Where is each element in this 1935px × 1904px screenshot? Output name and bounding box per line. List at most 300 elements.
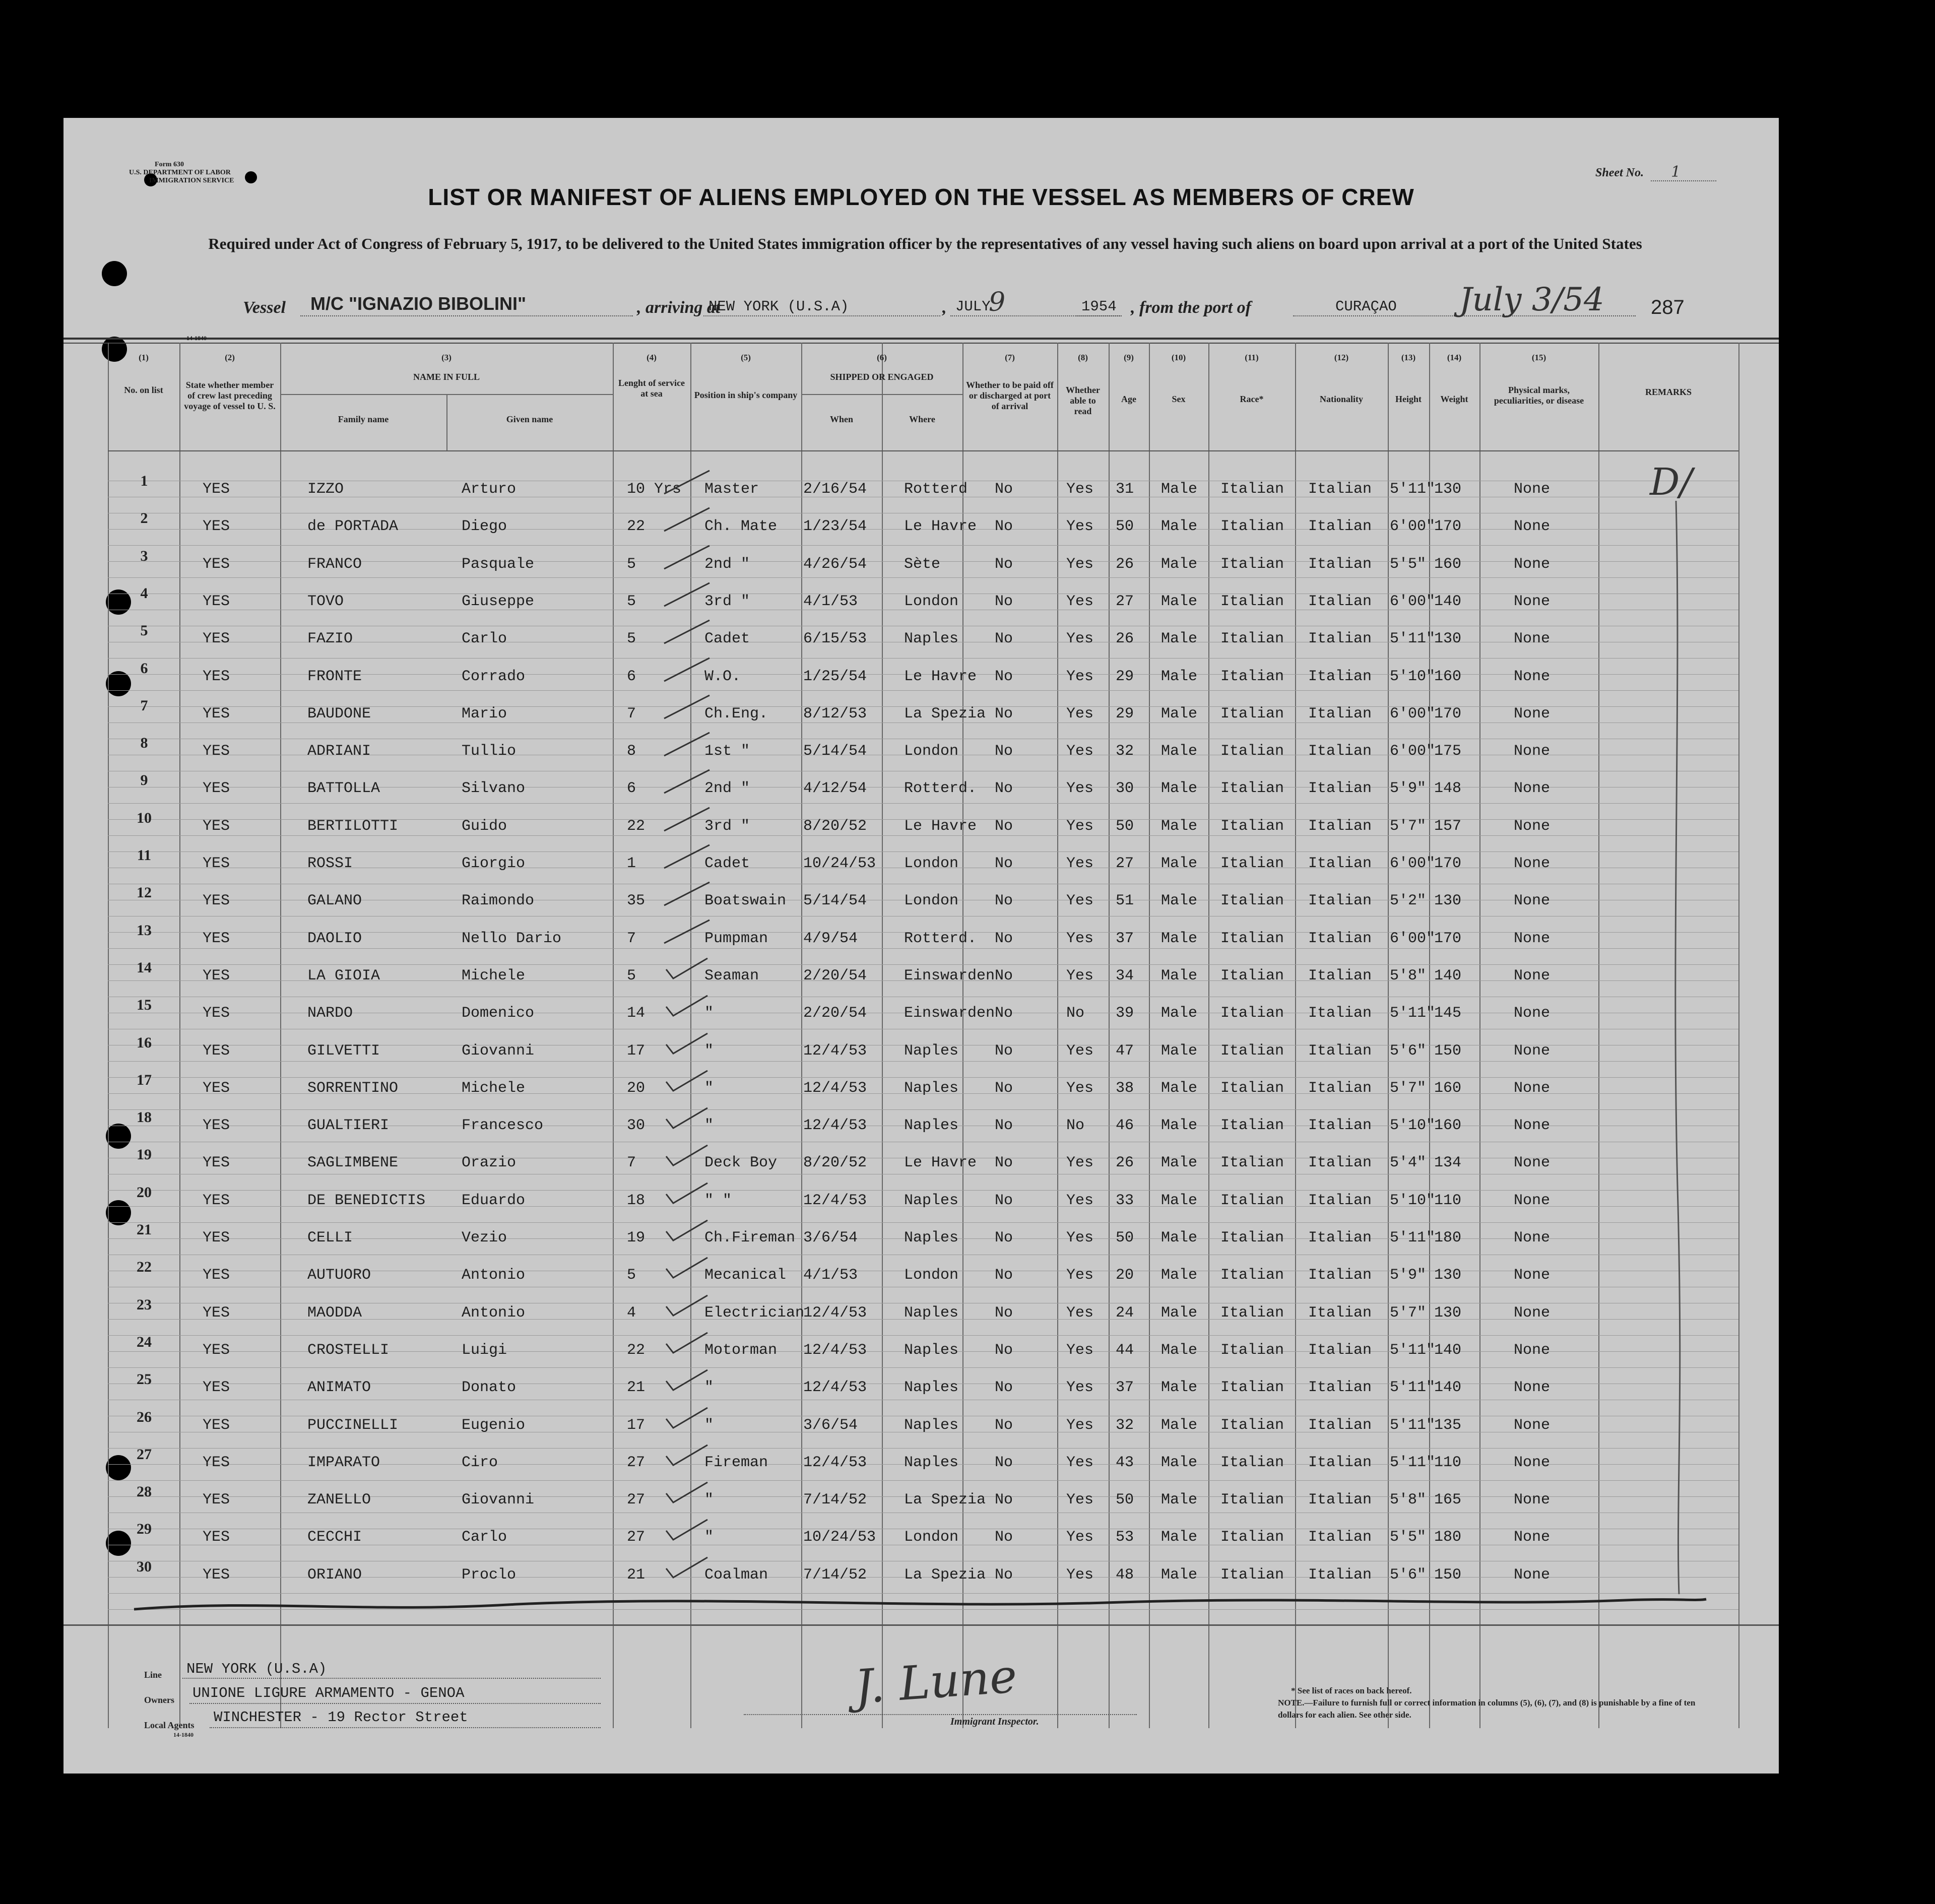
cell-given: Raimondo xyxy=(462,892,535,910)
cell-sex: Male xyxy=(1161,930,1198,947)
cell-age: 26 xyxy=(1116,630,1134,648)
cell-sex: Male xyxy=(1161,1566,1198,1584)
cell-weight: 140 xyxy=(1434,967,1462,984)
column-header: REMARKS xyxy=(1645,387,1692,397)
cell-where: Naples xyxy=(904,1454,959,1471)
cell-nat: Italian xyxy=(1308,1379,1372,1397)
cell-age: 29 xyxy=(1116,705,1134,723)
cell-position: Ch.Eng. xyxy=(704,705,768,723)
column-divider xyxy=(1479,343,1480,1728)
column-divider xyxy=(1208,343,1209,1728)
cell-paid: No xyxy=(995,1454,1013,1471)
cell-weight: 110 xyxy=(1434,1454,1462,1471)
cell-given: Vezio xyxy=(462,1229,507,1246)
cell-given: Giovanni xyxy=(462,1042,535,1060)
cell-nat: Italian xyxy=(1308,1154,1372,1172)
cell-age: 24 xyxy=(1116,1304,1134,1322)
row-number: 22 xyxy=(137,1259,152,1276)
check-mark-icon xyxy=(661,1067,717,1097)
cell-when: 2/20/54 xyxy=(803,1005,867,1022)
column-number: (15) xyxy=(1531,353,1546,362)
cell-race: Italian xyxy=(1220,1341,1284,1359)
manifest-sheet: Form 630 U.S. DEPARTMENT OF LABOR IMMIGRATION SERVICE Sheet No. 1 LIST OR MANIFEST OF ALIENS EMPLOYED ON THE VESSEL AS MEMBERS OF CREW Required under Act of Congress of February 5, 1917, to be delivered to the United States immigration officer by the representatives of any vessel having such aliens on board upon arrival at a port of the United States Vessel M/C "IGNAZIO BIBOLINI" , arriving at NEW YORK (U.S.A) , JULY 9 1954 , from the port of CURAÇAO July 3/54 287 14-1840 (1) No. on list (2) State whether member of crew last preceding voyage of vessel to U. S. (3) NAME IN FULL (4) Lenght of service at sea (5) Position in ship's company (6) SHIPPED OR ENGAGED (7) Whether to be paid off or discharged at port of arrival (8) Whether able to read (9) Age (10) Sex (11) Race* (12) Nationality (13) Height (14) Weight (15) Physical marks, peculiarities, or disease REMARKS Family name Given name When Where 1 YES IZZO Arturo 10 Yrs Master 2/16/54 Rotterd No Yes 31 Male Italian Italian 5'11" 130 None 2 YES de PORTADA Diego 22 Ch. Mate 1/23/54 Le Havre No Yes 50 Male Italian Italian 6'00" 170 None 3 YES FRANCO Pasquale 5 2nd " 4/26/54 Sète No Yes 26 Male Italian Italian 5'5" 160 None 4 YES TOVO Giuseppe 5 3rd " 4/1/53 London No Yes 27 Male Italian Italian 6'00" 140 None 5 YES FAZIO Carlo 5 Cadet 6/15/53 Naples No Yes 26 Male Italian Italian 5'11" 130 None 6 YES FRONTE Corrado 6 W.O. 1/25/54 Le Havre No Yes 29 Male Italian Italian 5'10" 160 None 7 YES BAUDONE Mario 7 Ch.Eng. 8/12/53 La Spezia No Yes 29 Male Italian Italian 6'00" 170 None 8 YES ADRIANI Tullio 8 1st " 5/14/54 London No Yes 32 Male Italian Italian 6'00" 175 None 9 YES BATTOLLA Silvano 6 2nd " 4/12/54 Rotterd. No Yes 30 Male Italian Italian 5'9" 148 None 10 YES BERTILOTTI Guido 22 3rd " 8/20/52 Le Havre No Yes 50 Male Italian Italian 5'7" 157 None 11 YES ROSSI Giorgio 1 Cadet 10/24/53 London No Yes 27 Male Italian Italian 6'00" 170 None 12 YES GALANO Raimondo 35 Boatswain 5/14/54 London No Yes 51 Male Italian Italian 5'2" 130 None 13 YES DAOLIO Nello Dario 7 Pumpman 4/9/54 Rotterd. No Yes 37 Male Italian Italian 6'00" 170 None 14 YES LA GIOIA Michele 5 Seaman 2/20/54 Einswarden No Yes 34 Male Italian Italian 5'8" 140 None 15 YES NARDO Domenico 14 " 2/20/54 Einswarden No No 39 Male Italian Italian 5'11" 145 None 16 YES GILVETTI Giovanni 17 " 12/4/53 Naples No Yes 47 Male Italian Italian 5'6" 150 None 17 YES SORRENTINO Michele 20 " 12/4/53 Naples No Yes 38 Male Italian Italian 5'7" 160 None 18 YES GUALTIERI Francesco 30 " 12/4/53 Naples No No 46 Male Italian Italian 5'10" 160 None 19 YES SAGLIMBENE Orazio 7 Deck Boy 8/20/52 Le Havre No Yes 26 Male Italian Italian 5'4" 134 None 20 YES DE BENEDICTIS Eduardo 18 " " 12/4/53 Naples No Yes 33 Male Italian Italian 5'10" 110 None 21 YES CELLI Vezio 19 Ch.Fireman 3/6/54 Naples No Yes 50 Male Italian Italian 5'11" 180 None 22 YES AUTUORO Antonio 5 Mecanical 4/1/53 London No Yes 20 Male Italian Italian 5'9" 130 None 23 YES MAODDA Antonio 4 Electrician 12/4/53 Naples No Yes 24 Male Italian Italian 5'7" 130 None 24 YES CROSTELLI Luigi 22 Motorman 12/4/53 Naples No Yes 44 Male Italian Italian 5'11" 140 None 25 YES ANIMATO Donato 21 " 12/4/53 Naples No Yes 37 Male Italian Italian 5'11" 140 None 26 YES PUCCINELLI Eugenio 17 " 3/6/54 Naples No Yes 32 Male Italian Italian 5'11" 135 None 27 YES IMPARATO Ciro 27 Fireman 12/4/53 Naples No Yes 43 Male Italian Italian 5'11" 110 None 28 YES ZANELLO Giovanni 27 " 7/14/52 La Spezia No Yes 50 Male Italian Italian 5'8" 165 None 29 YES CECCHI Carlo 27 " 10/24/53 London No Yes 53 Male Italian Italian 5'5" 180 None 30 YES ORIANO Proclo 21 Coalman 7/14/52 La Spezia No Yes 48 Male Italian Italian 5'6" 150 None D/ Line NEW YORK (U.S.A) Owners UNIONE LIGURE ARMAMENTO - GENOA Local Agents WINCHESTER - 19 Rector Street 14-1840 J. Lune Immigrant Inspector. * See list of races on back hereof. NOTE.—Failure to furnish full or correct information in columns (5), (6), (7), and (8) is punishable by a fine of ten dollars for each alien. See other side. xyxy=(63,118,1779,1774)
cell-paid: No xyxy=(995,1304,1013,1322)
cell-height: 5'7" xyxy=(1390,1079,1427,1097)
cell-race: Italian xyxy=(1220,705,1284,723)
cell-nat: Italian xyxy=(1308,892,1372,910)
cell-where: Naples xyxy=(904,1304,959,1322)
cell-paid: No xyxy=(995,481,1013,498)
cell-height: 5'9" xyxy=(1390,780,1427,798)
cell-height: 5'9" xyxy=(1390,1267,1427,1284)
row-number: 29 xyxy=(137,1521,152,1538)
cell-family: ROSSI xyxy=(307,855,353,872)
cell-sex: Male xyxy=(1161,892,1198,910)
cell-marks: None xyxy=(1514,518,1551,536)
cell-age: 39 xyxy=(1116,1005,1134,1022)
cell-family: ANIMATO xyxy=(307,1379,371,1397)
subcolumn-header: Family name xyxy=(338,414,389,424)
cell-family: FRANCO xyxy=(307,555,362,573)
row-number: 26 xyxy=(137,1408,152,1425)
cell-age: 30 xyxy=(1116,780,1134,798)
sheet-number-line xyxy=(1651,180,1716,181)
cell-service: 5 xyxy=(627,593,636,610)
cell-where: Rotterd xyxy=(904,481,968,498)
cell-height: 5'10" xyxy=(1390,1192,1436,1209)
check-mark-icon xyxy=(661,655,717,685)
cell-weight: 157 xyxy=(1434,817,1462,835)
ruled-line xyxy=(108,835,1738,836)
cell-race: Italian xyxy=(1220,1079,1284,1097)
column-header: Nationality xyxy=(1319,394,1363,404)
cell-read: Yes xyxy=(1066,1154,1094,1172)
cell-when: 1/23/54 xyxy=(803,518,867,536)
cell-family: DE BENEDICTIS xyxy=(307,1192,426,1209)
check-mark-icon xyxy=(661,730,717,760)
cell-service: 22 xyxy=(627,817,646,835)
cell-family: NARDO xyxy=(307,1005,353,1022)
cell-given: Proclo xyxy=(462,1566,517,1584)
check-mark-icon xyxy=(661,1329,717,1359)
cell-family: ZANELLO xyxy=(307,1491,371,1509)
row-number: 23 xyxy=(137,1296,152,1313)
cell-nat: Italian xyxy=(1308,1529,1372,1546)
cell-paid: No xyxy=(995,1491,1013,1509)
cell-when: 10/24/53 xyxy=(803,1529,876,1546)
cell-family: IMPARATO xyxy=(307,1454,380,1471)
cell-family: FAZIO xyxy=(307,630,353,648)
page-subtitle: Required under Act of Congress of February 5, 1917, to be delivered to the United States immigration officer by the representatives of any vessel having such aliens on board upon arrival at a port of the United States xyxy=(208,235,1642,252)
cell-prev: YES xyxy=(203,1154,230,1172)
footer-rule xyxy=(63,1624,1779,1626)
cell-race: Italian xyxy=(1220,668,1284,685)
cell-paid: No xyxy=(995,1379,1013,1397)
check-mark-icon xyxy=(661,954,717,984)
cell-where: Le Havre xyxy=(904,518,977,536)
cell-race: Italian xyxy=(1220,1267,1284,1284)
cell-paid: No xyxy=(995,630,1013,648)
check-mark-icon xyxy=(661,767,717,797)
cell-race: Italian xyxy=(1220,1192,1284,1209)
cell-race: Italian xyxy=(1220,1416,1284,1434)
column-number: (11) xyxy=(1245,353,1259,362)
cell-paid: No xyxy=(995,593,1013,610)
cell-when: 8/20/52 xyxy=(803,1154,867,1172)
cell-weight: 180 xyxy=(1434,1229,1462,1246)
cell-where: Naples xyxy=(904,1079,959,1097)
cell-marks: None xyxy=(1514,1416,1551,1434)
cell-nat: Italian xyxy=(1308,1491,1372,1509)
inspector-signature: J. Lune xyxy=(853,1649,1019,1715)
cell-paid: No xyxy=(995,705,1013,723)
cell-prev: YES xyxy=(203,593,230,610)
cell-position: Pumpman xyxy=(704,930,768,947)
year-line xyxy=(1076,315,1122,316)
column-number: (3) xyxy=(441,353,452,362)
cell-age: 32 xyxy=(1116,743,1134,760)
cell-service: 1 xyxy=(627,855,636,872)
column-number: (13) xyxy=(1401,353,1416,362)
cell-nat: Italian xyxy=(1308,780,1372,798)
column-number: (4) xyxy=(647,353,657,362)
cell-marks: None xyxy=(1514,481,1551,498)
cell-paid: No xyxy=(995,1042,1013,1060)
row-number: 8 xyxy=(140,735,148,752)
cell-paid: No xyxy=(995,1341,1013,1359)
row-number: 16 xyxy=(137,1034,152,1051)
cell-read: Yes xyxy=(1066,1042,1094,1060)
cell-given: Carlo xyxy=(462,1529,507,1546)
cell-paid: No xyxy=(995,855,1013,872)
cell-where: Naples xyxy=(904,1042,959,1060)
cell-sex: Male xyxy=(1161,1229,1198,1246)
cell-position: " xyxy=(704,1042,714,1060)
cell-weight: 160 xyxy=(1434,1079,1462,1097)
cell-height: 5'5" xyxy=(1390,555,1427,573)
column-number: (7) xyxy=(1005,353,1015,362)
cell-service: 20 xyxy=(627,1079,646,1097)
cell-given: Eduardo xyxy=(462,1192,526,1209)
agents-underline xyxy=(210,1727,601,1728)
cell-paid: No xyxy=(995,817,1013,835)
cell-marks: None xyxy=(1514,1341,1551,1359)
cell-service: 27 xyxy=(627,1491,646,1509)
row-number: 20 xyxy=(137,1184,152,1201)
cell-race: Italian xyxy=(1220,593,1284,610)
cell-where: Naples xyxy=(904,1341,959,1359)
check-mark-icon xyxy=(661,692,717,723)
cell-service: 10 Yrs xyxy=(627,481,682,498)
agents-code: 14-1840 xyxy=(173,1731,194,1738)
cell-age: 34 xyxy=(1116,967,1134,984)
cell-where: Naples xyxy=(904,1416,959,1434)
punch-hole xyxy=(106,1124,131,1149)
cell-marks: None xyxy=(1514,967,1551,984)
ruled-line xyxy=(108,1190,1738,1191)
penalty-note: NOTE.—Failure to furnish full or correct information in columns (5), (6), (7), and (8) is punishable by a fine of ten dollars for each alien. See other side. xyxy=(1278,1698,1696,1720)
column-number: (12) xyxy=(1334,353,1349,362)
cell-race: Italian xyxy=(1220,1454,1284,1471)
cell-read: Yes xyxy=(1066,1529,1094,1546)
check-mark-icon xyxy=(661,1478,717,1508)
cell-nat: Italian xyxy=(1308,855,1372,872)
cell-prev: YES xyxy=(203,1454,230,1471)
row-number: 28 xyxy=(137,1483,152,1500)
check-mark-icon xyxy=(661,617,717,647)
subcolumn-header: Given name xyxy=(506,414,553,424)
cell-read: Yes xyxy=(1066,1341,1094,1359)
cell-read: Yes xyxy=(1066,1416,1094,1434)
cell-height: 5'6" xyxy=(1390,1042,1427,1060)
cell-weight: 170 xyxy=(1434,930,1462,947)
column-divider xyxy=(108,343,109,1728)
cell-age: 47 xyxy=(1116,1042,1134,1060)
cell-where: London xyxy=(904,743,959,760)
owners-underline xyxy=(189,1703,601,1704)
row-number: 30 xyxy=(137,1558,152,1575)
cell-marks: None xyxy=(1514,743,1551,760)
cell-marks: None xyxy=(1514,780,1551,798)
cell-race: Italian xyxy=(1220,1304,1284,1322)
row-number: 1 xyxy=(140,473,148,489)
check-mark-icon xyxy=(661,1553,717,1584)
cell-prev: YES xyxy=(203,518,230,536)
cell-weight: 165 xyxy=(1434,1491,1462,1509)
cell-when: 12/4/53 xyxy=(803,1042,867,1060)
cell-paid: No xyxy=(995,1079,1013,1097)
check-mark-icon xyxy=(661,1404,717,1434)
column-header: Weight xyxy=(1440,394,1468,404)
cell-service: 35 xyxy=(627,892,646,910)
column-divider xyxy=(1149,343,1150,1728)
cell-when: 4/9/54 xyxy=(803,930,858,947)
row-number: 19 xyxy=(137,1146,152,1163)
cell-age: 48 xyxy=(1116,1566,1134,1584)
cell-nat: Italian xyxy=(1308,630,1372,648)
cell-age: 26 xyxy=(1116,1154,1134,1172)
cell-service: 17 xyxy=(627,1042,646,1060)
check-mark-icon xyxy=(661,1179,717,1209)
cell-read: Yes xyxy=(1066,1491,1094,1509)
column-divider xyxy=(962,343,963,1728)
cell-prev: YES xyxy=(203,967,230,984)
cell-sex: Male xyxy=(1161,630,1198,648)
cell-nat: Italian xyxy=(1308,1192,1372,1209)
column-divider xyxy=(1057,343,1058,1728)
cell-nat: Italian xyxy=(1308,1267,1372,1284)
cell-when: 12/4/53 xyxy=(803,1192,867,1209)
cell-sex: Male xyxy=(1161,1267,1198,1284)
cell-position: " xyxy=(704,1117,714,1135)
cell-when: 12/4/53 xyxy=(803,1079,867,1097)
cell-when: 4/1/53 xyxy=(803,593,858,610)
cell-position: " xyxy=(704,1079,714,1097)
cell-weight: 150 xyxy=(1434,1566,1462,1584)
cell-age: 32 xyxy=(1116,1416,1134,1434)
cell-family: IZZO xyxy=(307,481,344,498)
cell-family: CECCHI xyxy=(307,1529,362,1546)
row-number: 25 xyxy=(137,1371,152,1388)
cell-paid: No xyxy=(995,930,1013,947)
cell-race: Italian xyxy=(1220,630,1284,648)
cell-position: Seaman xyxy=(704,967,759,984)
cell-sex: Male xyxy=(1161,518,1198,536)
cell-height: 6'00" xyxy=(1390,593,1436,610)
cell-age: 27 xyxy=(1116,855,1134,872)
cell-marks: None xyxy=(1514,593,1551,610)
cell-race: Italian xyxy=(1220,817,1284,835)
cell-position: Motorman xyxy=(704,1341,778,1359)
cell-race: Italian xyxy=(1220,967,1284,984)
column-divider xyxy=(882,343,883,1728)
cell-given: Giorgio xyxy=(462,855,526,872)
cell-sex: Male xyxy=(1161,668,1198,685)
ruled-line xyxy=(108,1480,1738,1481)
check-mark-icon xyxy=(661,992,717,1022)
service-name: IMMIGRATION SERVICE xyxy=(149,177,234,184)
cell-marks: None xyxy=(1514,817,1551,835)
cell-weight: 130 xyxy=(1434,1267,1462,1284)
cell-family: de PORTADA xyxy=(307,518,399,536)
ruled-line xyxy=(108,690,1738,691)
cell-where: Rotterd. xyxy=(904,930,977,947)
ruled-line xyxy=(108,948,1738,949)
cell-read: Yes xyxy=(1066,593,1094,610)
cell-nat: Italian xyxy=(1308,1341,1372,1359)
cell-prev: YES xyxy=(203,780,230,798)
cell-nat: Italian xyxy=(1308,555,1372,573)
cell-age: 37 xyxy=(1116,930,1134,947)
cell-given: Michele xyxy=(462,1079,526,1097)
cell-prev: YES xyxy=(203,930,230,947)
cell-read: Yes xyxy=(1066,1079,1094,1097)
cell-read: Yes xyxy=(1066,1454,1094,1471)
cell-weight: 150 xyxy=(1434,1042,1462,1060)
cell-prev: YES xyxy=(203,1416,230,1434)
cell-position: W.O. xyxy=(704,668,741,685)
cell-prev: YES xyxy=(203,1341,230,1359)
row-number: 15 xyxy=(137,997,152,1014)
cell-family: BAUDONE xyxy=(307,705,371,723)
cell-given: Silvano xyxy=(462,780,526,798)
cell-prev: YES xyxy=(203,555,230,573)
cell-position: 2nd " xyxy=(704,780,750,798)
cell-weight: 135 xyxy=(1434,1416,1462,1434)
ruled-line xyxy=(108,1367,1738,1368)
cell-height: 5'7" xyxy=(1390,1304,1427,1322)
cell-where: Le Havre xyxy=(904,1154,977,1172)
cell-family: PUCCINELLI xyxy=(307,1416,399,1434)
cell-when: 8/12/53 xyxy=(803,705,867,723)
cell-nat: Italian xyxy=(1308,1566,1372,1584)
cell-family: ADRIANI xyxy=(307,743,371,760)
cell-when: 7/14/52 xyxy=(803,1491,867,1509)
page-title: LIST OR MANIFEST OF ALIENS EMPLOYED ON THE VESSEL AS MEMBERS OF CREW xyxy=(428,184,1414,210)
cell-weight: 140 xyxy=(1434,593,1462,610)
cell-where: Naples xyxy=(904,1229,959,1246)
cell-nat: Italian xyxy=(1308,593,1372,610)
cell-family: SAGLIMBENE xyxy=(307,1154,399,1172)
cell-where: Rotterd. xyxy=(904,780,977,798)
arrival-year: 1954 xyxy=(1081,298,1117,315)
cell-height: 6'00" xyxy=(1390,855,1436,872)
cell-when: 4/26/54 xyxy=(803,555,867,573)
column-number: (1) xyxy=(139,353,149,362)
cell-position: Cadet xyxy=(704,855,750,872)
cell-weight: 145 xyxy=(1434,1005,1462,1022)
cell-paid: No xyxy=(995,555,1013,573)
cell-race: Italian xyxy=(1220,1005,1284,1022)
cell-prev: YES xyxy=(203,892,230,910)
ruled-line xyxy=(108,964,1738,965)
cell-where: Sète xyxy=(904,555,941,573)
punch-hole xyxy=(102,261,127,286)
cell-marks: None xyxy=(1514,1454,1551,1471)
cell-where: Naples xyxy=(904,630,959,648)
cell-weight: 170 xyxy=(1434,518,1462,536)
cell-height: 5'8" xyxy=(1390,1491,1427,1509)
cell-position: " xyxy=(704,1416,714,1434)
cell-nat: Italian xyxy=(1308,1117,1372,1135)
cell-prev: YES xyxy=(203,1229,230,1246)
cell-read: Yes xyxy=(1066,518,1094,536)
cell-nat: Italian xyxy=(1308,1304,1372,1322)
check-mark-icon xyxy=(661,1516,717,1546)
cell-family: DAOLIO xyxy=(307,930,362,947)
cell-sex: Male xyxy=(1161,817,1198,835)
cell-position: Electrician xyxy=(704,1304,805,1322)
column-number: (2) xyxy=(225,353,235,362)
cell-nat: Italian xyxy=(1308,668,1372,685)
cell-sex: Male xyxy=(1161,1416,1198,1434)
cell-prev: YES xyxy=(203,1491,230,1509)
cell-age: 44 xyxy=(1116,1341,1134,1359)
column-divider xyxy=(1109,343,1110,1728)
check-mark-icon xyxy=(661,879,717,909)
column-header: State whether member of crew last preceding voyage of vessel to U. S. xyxy=(184,380,276,411)
cell-given: Guido xyxy=(462,817,507,835)
cell-family: CROSTELLI xyxy=(307,1341,390,1359)
cell-read: Yes xyxy=(1066,967,1094,984)
cell-service: 5 xyxy=(627,630,636,648)
row-number: 2 xyxy=(140,510,148,527)
column-header: Physical marks, peculiarities, or disease xyxy=(1494,385,1584,406)
cell-age: 27 xyxy=(1116,593,1134,610)
cell-race: Italian xyxy=(1220,518,1284,536)
cell-height: 6'00" xyxy=(1390,518,1436,536)
ruled-line xyxy=(108,545,1738,546)
cell-sex: Male xyxy=(1161,1491,1198,1509)
cell-height: 5'11" xyxy=(1390,1454,1436,1471)
cell-marks: None xyxy=(1514,1117,1551,1135)
cell-age: 50 xyxy=(1116,518,1134,536)
cell-read: No xyxy=(1066,1005,1085,1022)
cell-nat: Italian xyxy=(1308,1229,1372,1246)
cell-service: 30 xyxy=(627,1117,646,1135)
cell-marks: None xyxy=(1514,855,1551,872)
cell-where: Le Havre xyxy=(904,817,977,835)
column-number: (14) xyxy=(1447,353,1462,362)
row-number: 10 xyxy=(137,809,152,826)
cell-service: 8 xyxy=(627,743,636,760)
cell-race: Italian xyxy=(1220,1229,1284,1246)
cell-where: Le Havre xyxy=(904,668,977,685)
cell-given: Domenico xyxy=(462,1005,535,1022)
cell-given: Francesco xyxy=(462,1117,544,1135)
cell-nat: Italian xyxy=(1308,481,1372,498)
cell-family: FRONTE xyxy=(307,668,362,685)
